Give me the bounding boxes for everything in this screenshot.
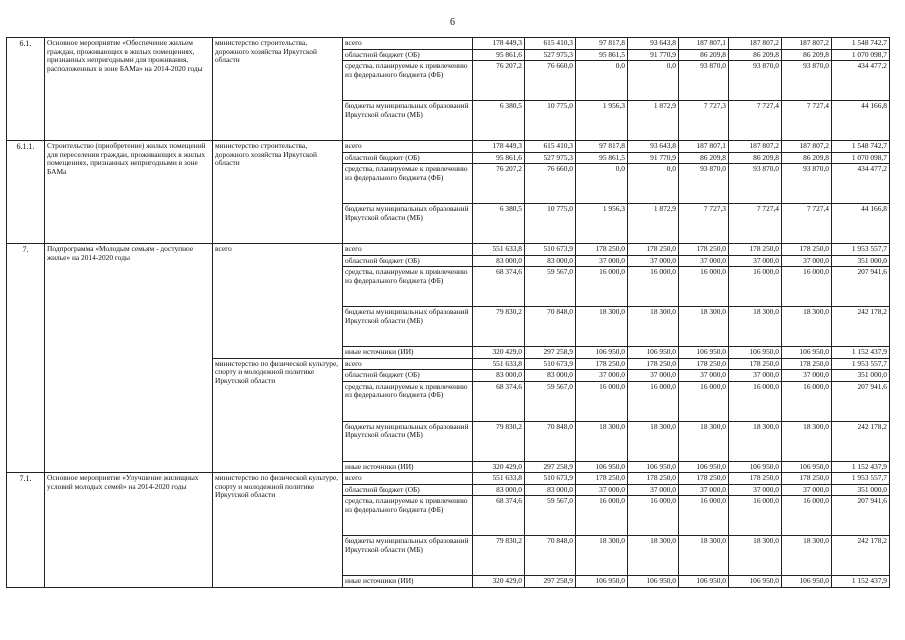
- year-amount-cell: 68 374,6: [473, 381, 525, 421]
- funding-source: областной бюджет (ОБ): [343, 370, 473, 382]
- year-amount-cell: 18 300,0: [679, 307, 729, 347]
- year-amount-cell: 16 000,0: [576, 496, 628, 536]
- year-amount-cell: 37 000,0: [576, 484, 628, 496]
- year-amount-cell: 86 209,8: [679, 49, 729, 61]
- total-amount-cell: 207 941,6: [832, 267, 890, 307]
- year-amount-cell: 97 817,8: [576, 38, 628, 50]
- total-amount-cell: 44 166,8: [832, 204, 890, 244]
- total-amount-cell: 351 000,0: [832, 484, 890, 496]
- year-amount-cell: 86 209,8: [782, 49, 832, 61]
- total-amount-cell: 242 178,2: [832, 307, 890, 347]
- year-amount-cell: 320 429,0: [473, 347, 525, 359]
- year-amount-cell: 59 567,0: [525, 267, 576, 307]
- year-amount-cell: 7 727,4: [782, 204, 832, 244]
- section-description: Основное мероприятие «Улучшение жилищных условий молодых семей» на 2014-2020 годы: [45, 473, 213, 588]
- funding-source: бюджеты муниципальных образований Иркутской области (МБ): [343, 307, 473, 347]
- funding-source: всего: [343, 38, 473, 50]
- year-amount-cell: 106 950,0: [679, 461, 729, 473]
- year-amount-cell: 70 848,0: [525, 307, 576, 347]
- budget-table: [6, 37, 890, 588]
- year-amount-cell: 0,0: [628, 164, 679, 204]
- year-amount-cell: 106 950,0: [576, 576, 628, 588]
- year-amount-cell: 83 000,0: [525, 484, 576, 496]
- year-amount-cell: 16 000,0: [729, 381, 782, 421]
- year-amount-cell: 510 673,9: [525, 244, 576, 256]
- year-amount-cell: 297 258,9: [525, 347, 576, 359]
- year-amount-cell: 178 250,0: [576, 473, 628, 485]
- table-row: [7, 38, 890, 50]
- total-amount-cell: 434 477,2: [832, 61, 890, 101]
- year-amount-cell: 93 643,8: [628, 141, 679, 153]
- year-amount-cell: 18 300,0: [576, 307, 628, 347]
- section-number: 7.: [7, 244, 45, 473]
- total-amount-cell: 207 941,6: [832, 496, 890, 536]
- year-amount-cell: 106 950,0: [576, 461, 628, 473]
- total-amount-cell: 1 548 742,7: [832, 141, 890, 153]
- year-amount-cell: 68 374,6: [473, 267, 525, 307]
- funding-source: средства, планируемые к привлечению из федерального бюджета (ФБ): [343, 381, 473, 421]
- responsible-organization: министерство строительства, дорожного хозяйства Иркутской области: [213, 141, 343, 244]
- year-amount-cell: 106 950,0: [782, 576, 832, 588]
- year-amount-cell: 37 000,0: [679, 370, 729, 382]
- year-amount-cell: 178 250,0: [679, 244, 729, 256]
- year-amount-cell: 297 258,9: [525, 461, 576, 473]
- year-amount-cell: 68 374,6: [473, 496, 525, 536]
- responsible-organization: министерство строительства, дорожного хозяйства Иркутской области: [213, 38, 343, 141]
- year-amount-cell: 76 660,0: [525, 61, 576, 101]
- year-amount-cell: 93 870,0: [782, 61, 832, 101]
- year-amount-cell: 76 207,2: [473, 61, 525, 101]
- year-amount-cell: 6 380,5: [473, 101, 525, 141]
- year-amount-cell: 37 000,0: [576, 370, 628, 382]
- year-amount-cell: 178 250,0: [782, 358, 832, 370]
- total-amount-cell: 434 477,2: [832, 164, 890, 204]
- year-amount-cell: 95 861,6: [473, 152, 525, 164]
- year-amount-cell: 178 250,0: [729, 358, 782, 370]
- funding-source: бюджеты муниципальных образований Иркутской области (МБ): [343, 101, 473, 141]
- funding-source: иные источники (ИИ): [343, 576, 473, 588]
- year-amount-cell: 178 449,3: [473, 38, 525, 50]
- year-amount-cell: 95 861,6: [473, 49, 525, 61]
- year-amount-cell: 106 950,0: [729, 461, 782, 473]
- year-amount-cell: 187 807,1: [679, 141, 729, 153]
- funding-source: бюджеты муниципальных образований Иркутской области (МБ): [343, 421, 473, 461]
- year-amount-cell: 1 956,3: [576, 101, 628, 141]
- funding-source: всего: [343, 244, 473, 256]
- year-amount-cell: 18 300,0: [782, 536, 832, 576]
- total-amount-cell: 1 953 557,7: [832, 358, 890, 370]
- year-amount-cell: 37 000,0: [782, 370, 832, 382]
- funding-source: областной бюджет (ОБ): [343, 49, 473, 61]
- year-amount-cell: 76 207,2: [473, 164, 525, 204]
- total-amount-cell: 351 000,0: [832, 255, 890, 267]
- total-amount-cell: 1 152 437,9: [832, 347, 890, 359]
- year-amount-cell: 106 950,0: [782, 461, 832, 473]
- total-amount-cell: 242 178,2: [832, 536, 890, 576]
- year-amount-cell: 79 830,2: [473, 307, 525, 347]
- year-amount-cell: 18 300,0: [782, 421, 832, 461]
- year-amount-cell: 7 727,4: [782, 101, 832, 141]
- year-amount-cell: 93 643,8: [628, 38, 679, 50]
- year-amount-cell: 93 870,0: [679, 164, 729, 204]
- year-amount-cell: 37 000,0: [628, 370, 679, 382]
- page-number: 6: [450, 17, 455, 28]
- funding-source: средства, планируемые к привлечению из федерального бюджета (ФБ): [343, 61, 473, 101]
- year-amount-cell: 178 250,0: [628, 244, 679, 256]
- year-amount-cell: 615 410,3: [525, 141, 576, 153]
- year-amount-cell: 91 770,9: [628, 49, 679, 61]
- year-amount-cell: 551 633,8: [473, 473, 525, 485]
- year-amount-cell: 0,0: [576, 164, 628, 204]
- year-amount-cell: 178 250,0: [729, 473, 782, 485]
- year-amount-cell: 106 950,0: [628, 576, 679, 588]
- year-amount-cell: 178 449,3: [473, 141, 525, 153]
- year-amount-cell: 178 250,0: [782, 244, 832, 256]
- year-amount-cell: 551 633,8: [473, 358, 525, 370]
- year-amount-cell: 106 950,0: [782, 347, 832, 359]
- section-description: Строительство (приобретение) жилых помещений для переселения граждан, проживающих в жилых помещениях, признанных непригодными в зоне БАМа: [45, 141, 213, 244]
- year-amount-cell: 83 000,0: [473, 484, 525, 496]
- year-amount-cell: 37 000,0: [782, 484, 832, 496]
- year-amount-cell: 187 807,2: [782, 141, 832, 153]
- year-amount-cell: 0,0: [628, 61, 679, 101]
- year-amount-cell: 37 000,0: [576, 255, 628, 267]
- year-amount-cell: 7 727,3: [679, 101, 729, 141]
- funding-source: бюджеты муниципальных образований Иркутской области (МБ): [343, 536, 473, 576]
- year-amount-cell: 83 000,0: [473, 370, 525, 382]
- year-amount-cell: 7 727,4: [729, 101, 782, 141]
- year-amount-cell: 187 807,2: [729, 141, 782, 153]
- year-amount-cell: 510 673,9: [525, 358, 576, 370]
- year-amount-cell: 551 633,8: [473, 244, 525, 256]
- year-amount-cell: 79 830,2: [473, 421, 525, 461]
- year-amount-cell: 297 258,9: [525, 576, 576, 588]
- year-amount-cell: 93 870,0: [729, 61, 782, 101]
- year-amount-cell: 6 380,5: [473, 204, 525, 244]
- year-amount-cell: 16 000,0: [576, 381, 628, 421]
- year-amount-cell: 178 250,0: [628, 358, 679, 370]
- year-amount-cell: 37 000,0: [729, 370, 782, 382]
- year-amount-cell: 527 975,3: [525, 152, 576, 164]
- total-amount-cell: 1 548 742,7: [832, 38, 890, 50]
- year-amount-cell: 86 209,8: [782, 152, 832, 164]
- year-amount-cell: 18 300,0: [576, 536, 628, 576]
- table-row: [7, 244, 890, 256]
- year-amount-cell: 18 300,0: [576, 421, 628, 461]
- funding-source: средства, планируемые к привлечению из федерального бюджета (ФБ): [343, 496, 473, 536]
- year-amount-cell: 178 250,0: [576, 244, 628, 256]
- year-amount-cell: 76 660,0: [525, 164, 576, 204]
- total-amount-cell: 1 070 098,7: [832, 49, 890, 61]
- year-amount-cell: 18 300,0: [729, 307, 782, 347]
- year-amount-cell: 70 848,0: [525, 421, 576, 461]
- total-amount-cell: 1 152 437,9: [832, 576, 890, 588]
- total-amount-cell: 242 178,2: [832, 421, 890, 461]
- year-amount-cell: 178 250,0: [576, 358, 628, 370]
- year-amount-cell: 10 775,0: [525, 101, 576, 141]
- year-amount-cell: 18 300,0: [628, 536, 679, 576]
- funding-source: иные источники (ИИ): [343, 461, 473, 473]
- funding-source: средства, планируемые к привлечению из федерального бюджета (ФБ): [343, 267, 473, 307]
- year-amount-cell: 37 000,0: [729, 255, 782, 267]
- year-amount-cell: 615 410,3: [525, 38, 576, 50]
- year-amount-cell: 97 817,8: [576, 141, 628, 153]
- year-amount-cell: 18 300,0: [729, 421, 782, 461]
- year-amount-cell: 93 870,0: [782, 164, 832, 204]
- responsible-organization: министерство по физической культуре, спорту и молодежной политике Иркутской области: [213, 358, 343, 473]
- year-amount-cell: 59 567,0: [525, 496, 576, 536]
- section-number: 6.1.1.: [7, 141, 45, 244]
- year-amount-cell: 18 300,0: [628, 421, 679, 461]
- section-description: Основное мероприятие «Обеспечение жильем граждан, проживающих в жилых помещениях, признанных непригодными для проживания, расположенных в зоне БАМа» на 2014-2020 годы: [45, 38, 213, 141]
- year-amount-cell: 37 000,0: [679, 255, 729, 267]
- total-amount-cell: 1 070 098,7: [832, 152, 890, 164]
- year-amount-cell: 95 861,5: [576, 152, 628, 164]
- year-amount-cell: 178 250,0: [679, 358, 729, 370]
- year-amount-cell: 16 000,0: [576, 267, 628, 307]
- table-row: [7, 473, 890, 485]
- year-amount-cell: 18 300,0: [628, 307, 679, 347]
- section-number: 7.1.: [7, 473, 45, 588]
- year-amount-cell: 106 950,0: [576, 347, 628, 359]
- year-amount-cell: 106 950,0: [679, 347, 729, 359]
- year-amount-cell: 320 429,0: [473, 576, 525, 588]
- total-amount-cell: 1 953 557,7: [832, 473, 890, 485]
- year-amount-cell: 7 727,4: [729, 204, 782, 244]
- year-amount-cell: 16 000,0: [782, 381, 832, 421]
- funding-source: областной бюджет (ОБ): [343, 484, 473, 496]
- year-amount-cell: 59 567,0: [525, 381, 576, 421]
- year-amount-cell: 106 950,0: [628, 461, 679, 473]
- year-amount-cell: 16 000,0: [628, 267, 679, 307]
- year-amount-cell: 91 770,9: [628, 152, 679, 164]
- year-amount-cell: 10 775,0: [525, 204, 576, 244]
- year-amount-cell: 16 000,0: [679, 381, 729, 421]
- year-amount-cell: 93 870,0: [729, 164, 782, 204]
- year-amount-cell: 320 429,0: [473, 461, 525, 473]
- year-amount-cell: 18 300,0: [782, 307, 832, 347]
- year-amount-cell: 37 000,0: [679, 484, 729, 496]
- year-amount-cell: 70 848,0: [525, 536, 576, 576]
- year-amount-cell: 83 000,0: [525, 255, 576, 267]
- year-amount-cell: 83 000,0: [473, 255, 525, 267]
- year-amount-cell: 95 861,5: [576, 49, 628, 61]
- year-amount-cell: 37 000,0: [628, 255, 679, 267]
- year-amount-cell: 37 000,0: [729, 484, 782, 496]
- year-amount-cell: 16 000,0: [628, 496, 679, 536]
- year-amount-cell: 106 950,0: [628, 347, 679, 359]
- year-amount-cell: 178 250,0: [628, 473, 679, 485]
- responsible-organization: всего: [213, 244, 343, 359]
- year-amount-cell: 16 000,0: [729, 267, 782, 307]
- total-amount-cell: 1 953 557,7: [832, 244, 890, 256]
- year-amount-cell: 7 727,3: [679, 204, 729, 244]
- year-amount-cell: 187 807,1: [679, 38, 729, 50]
- year-amount-cell: 86 209,8: [729, 49, 782, 61]
- year-amount-cell: 1 872,9: [628, 101, 679, 141]
- year-amount-cell: 187 807,2: [729, 38, 782, 50]
- funding-source: всего: [343, 358, 473, 370]
- year-amount-cell: 18 300,0: [729, 536, 782, 576]
- year-amount-cell: 106 950,0: [679, 576, 729, 588]
- funding-source: средства, планируемые к привлечению из федерального бюджета (ФБ): [343, 164, 473, 204]
- year-amount-cell: 83 000,0: [525, 370, 576, 382]
- section-number: 6.1.: [7, 38, 45, 141]
- year-amount-cell: 510 673,9: [525, 473, 576, 485]
- funding-source: областной бюджет (ОБ): [343, 152, 473, 164]
- year-amount-cell: 0,0: [576, 61, 628, 101]
- year-amount-cell: 187 807,2: [782, 38, 832, 50]
- funding-source: всего: [343, 141, 473, 153]
- section-description: Подпрограмма «Молодым семьям - доступное жилье» на 2014-2020 годы: [45, 244, 213, 473]
- year-amount-cell: 16 000,0: [628, 381, 679, 421]
- year-amount-cell: 178 250,0: [782, 473, 832, 485]
- year-amount-cell: 106 950,0: [729, 576, 782, 588]
- year-amount-cell: 1 872,9: [628, 204, 679, 244]
- funding-source: бюджеты муниципальных образований Иркутской области (МБ): [343, 204, 473, 244]
- year-amount-cell: 16 000,0: [729, 496, 782, 536]
- year-amount-cell: 527 975,3: [525, 49, 576, 61]
- year-amount-cell: 16 000,0: [679, 267, 729, 307]
- table-row: [7, 141, 890, 153]
- year-amount-cell: 1 956,3: [576, 204, 628, 244]
- year-amount-cell: 178 250,0: [729, 244, 782, 256]
- total-amount-cell: 207 941,6: [832, 381, 890, 421]
- year-amount-cell: 106 950,0: [729, 347, 782, 359]
- year-amount-cell: 37 000,0: [782, 255, 832, 267]
- year-amount-cell: 178 250,0: [679, 473, 729, 485]
- total-amount-cell: 44 166,8: [832, 101, 890, 141]
- total-amount-cell: 1 152 437,9: [832, 461, 890, 473]
- funding-source: иные источники (ИИ): [343, 347, 473, 359]
- year-amount-cell: 93 870,0: [679, 61, 729, 101]
- year-amount-cell: 16 000,0: [782, 267, 832, 307]
- year-amount-cell: 18 300,0: [679, 536, 729, 576]
- year-amount-cell: 86 209,8: [679, 152, 729, 164]
- funding-source: областной бюджет (ОБ): [343, 255, 473, 267]
- year-amount-cell: 37 000,0: [628, 484, 679, 496]
- year-amount-cell: 18 300,0: [679, 421, 729, 461]
- year-amount-cell: 79 830,2: [473, 536, 525, 576]
- total-amount-cell: 351 000,0: [832, 370, 890, 382]
- year-amount-cell: 86 209,8: [729, 152, 782, 164]
- responsible-organization: министерство по физической культуре, спорту и молодежной политике Иркутской области: [213, 473, 343, 588]
- year-amount-cell: 16 000,0: [679, 496, 729, 536]
- year-amount-cell: 16 000,0: [782, 496, 832, 536]
- funding-source: всего: [343, 473, 473, 485]
